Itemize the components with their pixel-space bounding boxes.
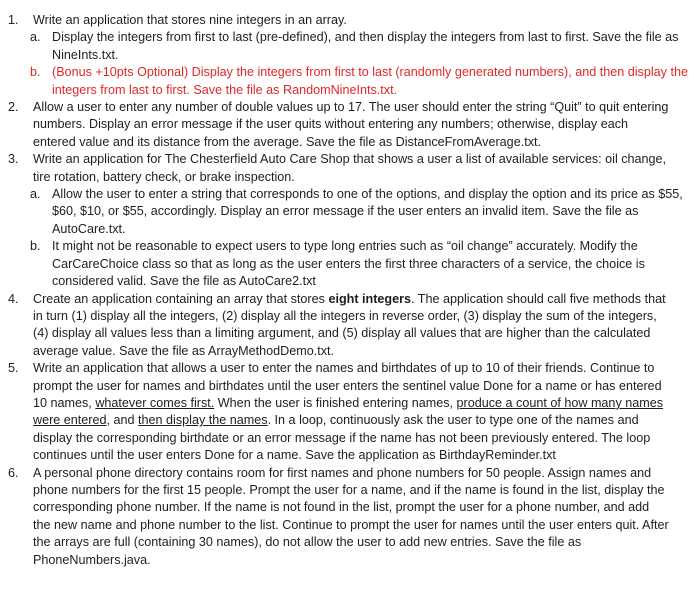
sub-item-letter: a.	[30, 187, 41, 202]
sub-item-text: Display the integers from first to last (pre-defined), and then display the integers from last to first. Save the file as NineInts.txt.	[52, 30, 679, 62]
item-text: Write an application for The Chesterfield Auto Care Shop that shows a user a list of available services: oil change, tire rotation, battery check, or brake inspection.	[33, 152, 667, 184]
sub-item-1b-bonus	[0, 64, 700, 99]
item-number: 1.	[8, 13, 19, 27]
item-text: A personal phone directory contains room for first names and phone numbers for 50 people. Assign names and phone numbers for the first 15 people. Prompt the user for a name, and if the name is found in the list, display the corresponding phone number. If the name is not found in the list, prompt the user for a phone number, and add the new name and phone number to the list. Continue to prompt the user for names until the user enters quit. After the arrays are full (containing 30 names), do not allow the user to add new entries. Save the file as PhoneNumbers.java.	[33, 465, 669, 567]
item-number: 5.	[8, 361, 19, 376]
list-item-4	[0, 291, 700, 361]
underlined-phrase: produce a count of how many names were entered	[33, 395, 664, 428]
item-text-end: . The application should call five methods that in turn (1) display all the integers, (2) display all the integers in reverse order, (3) display the sum of the integers, (4) display all values less than a limiting argument, and (5) display all values that are higher than the calculated average value. Save the file as ArrayMethodDemo.txt.	[33, 291, 666, 358]
item-text-part-c: , and	[106, 413, 139, 428]
item-number: 6.	[8, 465, 19, 480]
item-text	[33, 292, 666, 358]
item-text-part-d: . In a loop, continuously ask the user to type one of the names and display the corresponding birthdate or an error message if the name has not been previously entered. The loop continues until the user enters Done for a name. Save the application as BirthdayReminder.txt	[33, 413, 651, 463]
item-text-start: Create an application containing an array that stores	[33, 291, 329, 306]
item-text-bold: eight integers	[328, 291, 412, 306]
item-text-part-b: When the user is finished entering names,	[214, 395, 457, 410]
sub-item-3a	[0, 186, 700, 238]
item-number: 2.	[8, 100, 19, 115]
sub-item-text: (Bonus +10pts Optional) Display the integers from first to last (randomly generated numbers), and then display the integers from last to first. Save the file as RandomNineInts.txt.	[52, 65, 688, 97]
list-item-2	[0, 99, 700, 151]
item-number: 3.	[8, 152, 19, 167]
list-item-3	[0, 151, 700, 186]
list-item-1	[0, 12, 700, 29]
item-text	[33, 361, 663, 462]
underlined-phrase: then display the names	[138, 413, 268, 428]
sub-item-text: It might not be reasonable to expect users to type long entries such as “oil change” accurately. Modify the CarCareChoice class so that as long as the user enters the first three characters of a service, the choice is considered valid. Save the file as AutoCare2.txt	[52, 239, 645, 289]
item-text: Allow a user to enter any number of double values up to 17. The user should enter the string “Quit” to quit entering numbers. Display an error message if the user quits without entering any numbers; otherwise, display each entered value and its distance from the average. Save the file as DistanceFromAverage.txt.	[33, 100, 669, 149]
item-text: Write an application that stores nine integers in an array.	[33, 13, 347, 27]
list-item-6	[0, 465, 700, 569]
list-item-5	[0, 360, 700, 464]
sub-item-letter: b.	[30, 65, 41, 80]
sub-item-letter: a.	[30, 30, 41, 45]
underlined-phrase: whatever comes first.	[95, 395, 215, 410]
item-text-part-a: Write an application that allows a user to enter the names and birthdates of up to 10 of their friends. Continue to prompt the user for names and birthdates until the user enters the sentinel value Done for a name or has entered 10 names,	[33, 361, 662, 410]
item-number: 4.	[8, 291, 19, 306]
sub-item-text: Allow the user to enter a string that corresponds to one of the options, and display the option and its price as $55, $60, $10, or $55, accordingly. Display an error message if the user enters an invalid item. Save the file as AutoCare.txt.	[52, 187, 683, 236]
sub-item-1a	[0, 29, 700, 64]
sub-item-letter: b.	[30, 239, 41, 254]
sub-item-3b	[0, 238, 700, 290]
